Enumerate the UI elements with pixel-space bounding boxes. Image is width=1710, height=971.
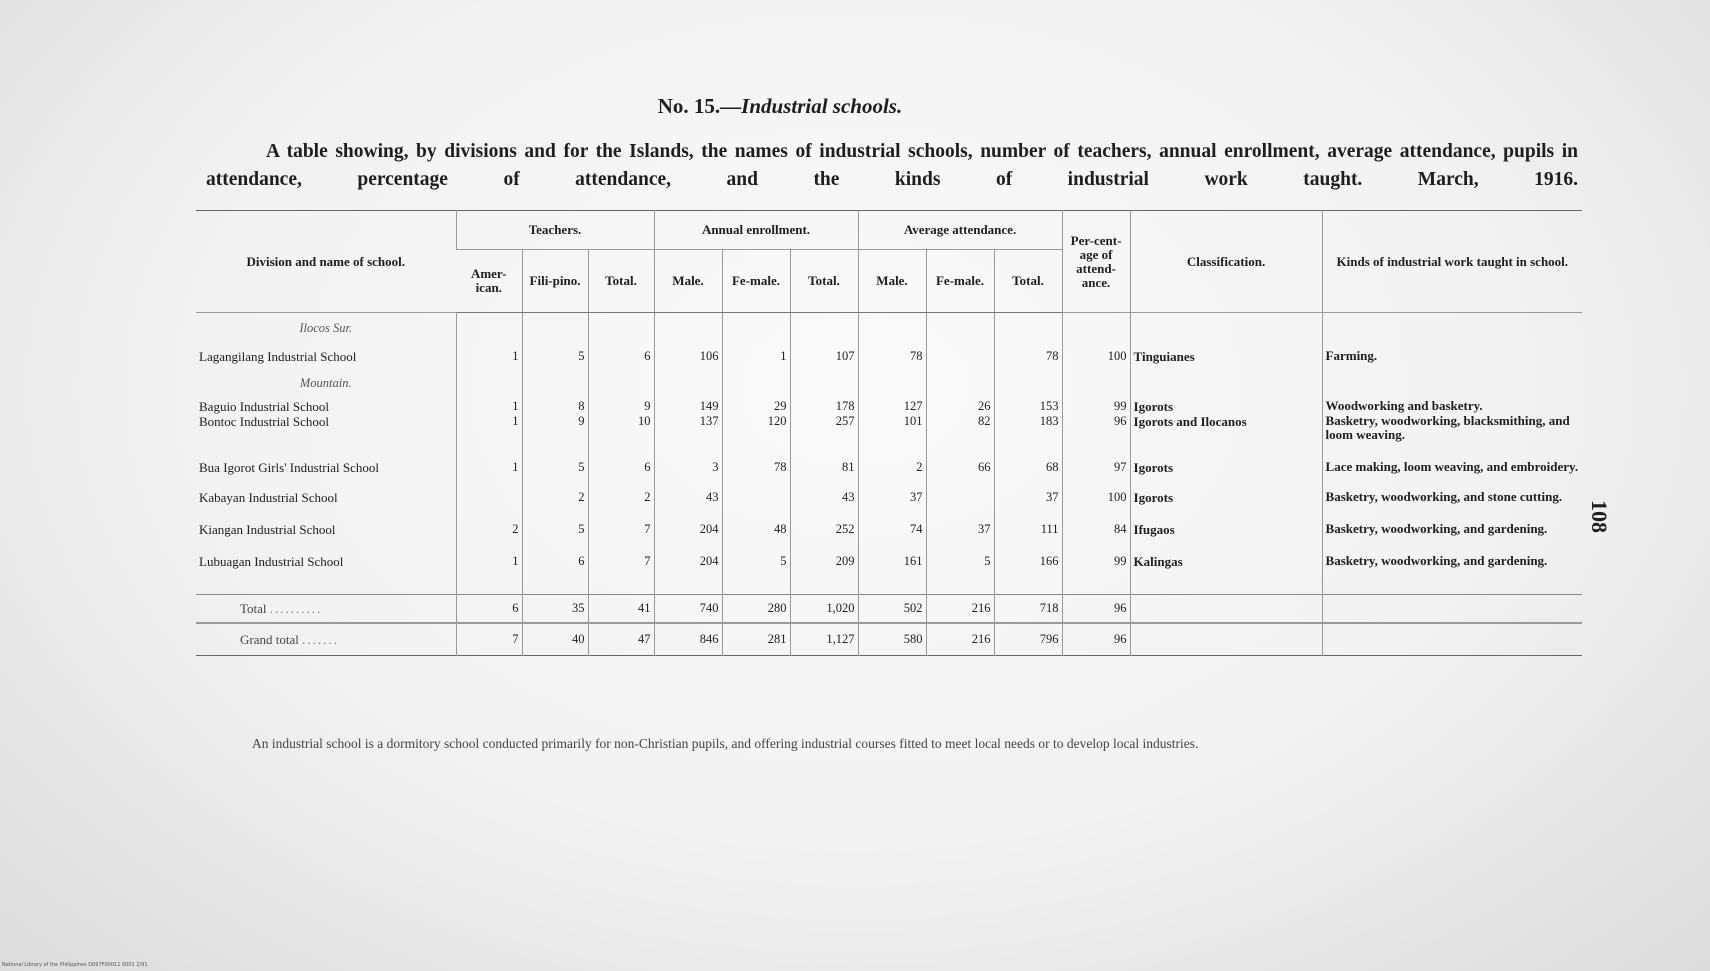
cell-teachers-total: 7 [588,522,654,554]
cell-classification: Kalingas [1130,554,1322,594]
cell-enroll-total: 257 [790,414,858,460]
cell-classification: Ifugaos [1130,522,1322,554]
header-attend-total: Total. [994,250,1062,313]
cell-enroll-total: 81 [790,460,858,490]
leader-dots: ....... [302,631,339,647]
school-name: Kiangan Industrial School [199,522,336,537]
table-row [196,336,1582,376]
cell-work: Basketry, woodworking, and gardening. [1322,522,1582,554]
cell-classification: Tinguianes [1130,336,1322,376]
cell-attend-total: 68 [994,460,1062,490]
cell-american: 1 [456,414,522,460]
grand-total-label [196,623,456,656]
cell-enroll-total: 178 [790,399,858,414]
cell-percent: 99 [1062,554,1130,594]
cell-american: 1 [456,554,522,594]
cell-enroll-female: 48 [722,522,790,554]
cell-teachers-total: 9 [588,399,654,414]
header-american: Amer-ican. [456,250,522,313]
header-attend-female: Fe-male. [926,250,994,313]
cell-classification: Igorots [1130,490,1322,522]
cell-teachers-total: 41 [588,594,654,623]
cell-teachers-total: 6 [588,336,654,376]
division-name: Mountain. [299,376,352,390]
header-teachers: Teachers. [456,211,654,250]
cell-american: 6 [456,594,522,623]
cell-enroll-male: 740 [654,594,722,623]
table-row [196,460,1582,490]
header-enroll-total: Total. [790,250,858,313]
cell-enroll-male: 3 [654,460,722,490]
cell-enroll-male: 137 [654,414,722,460]
cell-enroll-male: 106 [654,336,722,376]
cell-enroll-male: 846 [654,623,722,656]
grand-total-row [196,623,1582,656]
total-label-text: Total [240,600,267,616]
cell-attend-total: 183 [994,414,1062,460]
cell-attend-female: 82 [926,414,994,460]
cell-percent: 100 [1062,490,1130,522]
header-percent: Per-cent-age of attend-ance. [1062,211,1130,313]
cell-work: Basketry, woodworking, and stone cutting. [1322,490,1582,522]
cell-enroll-total: 107 [790,336,858,376]
cell-filipino: 35 [522,594,588,623]
cell-attend-female [926,336,994,376]
division-row [196,376,1582,391]
cell-attend-female: 216 [926,623,994,656]
cell-enroll-total: 209 [790,554,858,594]
school-name: Baguio Industrial School [199,399,329,414]
cell-teachers-total: 10 [588,414,654,460]
cell-teachers-total: 2 [588,490,654,522]
school-name: Kabayan Industrial School [199,490,338,505]
header-attend-male: Male. [858,250,926,313]
header-classification: Classification. [1130,211,1322,313]
cell-enroll-female: 5 [722,554,790,594]
cell-percent: 100 [1062,336,1130,376]
industrial-schools-table [196,210,1582,656]
cell-percent: 96 [1062,594,1130,623]
cell-filipino: 6 [522,554,588,594]
cell-teachers-total: 6 [588,460,654,490]
cell-american: 7 [456,623,522,656]
cell-percent: 96 [1062,623,1130,656]
cell-filipino: 2 [522,490,588,522]
cell-enroll-female: 29 [722,399,790,414]
cell-attend-male: 78 [858,336,926,376]
cell-attend-total: 78 [994,336,1062,376]
cell-attend-total: 796 [994,623,1062,656]
cell-work: Farming. [1322,336,1582,376]
cell-filipino: 40 [522,623,588,656]
total-label [196,594,456,623]
cell-attend-female: 26 [926,399,994,414]
cell-filipino: 9 [522,414,588,460]
header-division: Division and name of school. [196,211,456,313]
cell-attend-female: 5 [926,554,994,594]
scan-credit: National Library of the Philippines D097F00011 0001 2/91 [2,962,148,968]
cell-attend-total: 37 [994,490,1062,522]
cell-percent: 84 [1062,522,1130,554]
cell-enroll-total: 1,127 [790,623,858,656]
table-body [196,313,1582,656]
cell-enroll-total: 252 [790,522,858,554]
cell-attend-female: 37 [926,522,994,554]
cell-percent: 97 [1062,460,1130,490]
cell-attend-total: 718 [994,594,1062,623]
cell-attend-female: 66 [926,460,994,490]
title-text: Industrial schools. [741,94,903,118]
table-row [196,414,1582,460]
header-enrollment: Annual enrollment. [654,211,858,250]
cell-work: Basketry, woodworking, and gardening. [1322,554,1582,594]
cell-attend-male: 161 [858,554,926,594]
cell-enroll-female: 281 [722,623,790,656]
cell-attend-female: 216 [926,594,994,623]
cell-enroll-female: 78 [722,460,790,490]
cell-american: 2 [456,522,522,554]
cell-filipino: 5 [522,522,588,554]
cell-american: 1 [456,336,522,376]
cell-attend-total: 166 [994,554,1062,594]
title-number: No. 15.— [657,94,742,118]
table-row [196,522,1582,554]
total-row [196,594,1582,623]
footnote: An industrial school is a dormitory school conducted primarily for non-Christian pupils, and offering industrial courses fitted to meet local needs or to develop local industries. [252,736,1199,751]
cell-american: 1 [456,460,522,490]
cell-attend-female [926,490,994,522]
table-row [196,399,1582,414]
cell-enroll-total: 43 [790,490,858,522]
division-row [196,321,1582,336]
cell-enroll-female: 1 [722,336,790,376]
cell-enroll-female [722,490,790,522]
cell-enroll-male: 149 [654,399,722,414]
school-name: Bua Igorot Girls' Industrial School [199,460,379,475]
header-enroll-female: Fe-male. [722,250,790,313]
industrial-schools-table-wrap [196,210,1582,656]
cell-classification: Igorots [1130,399,1322,414]
cell-attend-male: 580 [858,623,926,656]
header-kinds: Kinds of industrial work taught in school. [1322,211,1582,313]
table-row [196,490,1582,522]
division-name: Ilocos Sur. [299,321,353,335]
school-name: Lagangilang Industrial School [199,348,357,364]
cell-attend-male: 2 [858,460,926,490]
school-name: Bontoc Industrial School [199,414,329,429]
cell-classification: Igorots and Ilocanos [1130,414,1322,460]
cell-enroll-male: 204 [654,522,722,554]
header-teachers-total: Total. [588,250,654,313]
cell-attend-male: 74 [858,522,926,554]
cell-filipino: 8 [522,399,588,414]
table-caption: A table showing, by divisions and for the Islands, the names of industrial schools, number of teachers, annual enrollment, average attendance, pupils in attendance, percentage of attendance, and the kinds of industrial work taught. March, 1916. [206,141,1578,190]
cell-american: 1 [456,399,522,414]
header-filipino: Fili-pino. [522,250,588,313]
cell-enroll-male: 43 [654,490,722,522]
cell-percent: 99 [1062,399,1130,414]
leader-dots: .......... [269,600,323,616]
cell-teachers-total: 7 [588,554,654,594]
cell-american [456,490,522,522]
header-attendance: Average attendance. [858,211,1062,250]
page-number: 108 [1587,500,1612,533]
cell-work: Lace making, loom weaving, and embroidery. [1322,460,1582,490]
cell-attend-male: 127 [858,399,926,414]
table-title [0,94,1560,119]
cell-classification: Igorots [1130,460,1322,490]
cell-enroll-female: 120 [722,414,790,460]
cell-teachers-total: 47 [588,623,654,656]
cell-enroll-total: 1,020 [790,594,858,623]
cell-attend-male: 502 [858,594,926,623]
cell-filipino: 5 [522,336,588,376]
cell-percent: 96 [1062,414,1130,460]
header-enroll-male: Male. [654,250,722,313]
cell-enroll-male: 204 [654,554,722,594]
cell-attend-total: 111 [994,522,1062,554]
cell-attend-male: 37 [858,490,926,522]
cell-filipino: 5 [522,460,588,490]
cell-work: Basketry, woodworking, blacksmithing, and loom weaving. [1322,414,1582,460]
cell-attend-total: 153 [994,399,1062,414]
cell-attend-male: 101 [858,414,926,460]
cell-work: Woodworking and basketry. [1322,399,1582,414]
grand-total-label-text: Grand total [240,631,299,647]
school-name: Lubuagan Industrial School [199,554,344,569]
table-row [196,554,1582,594]
cell-enroll-female: 280 [722,594,790,623]
